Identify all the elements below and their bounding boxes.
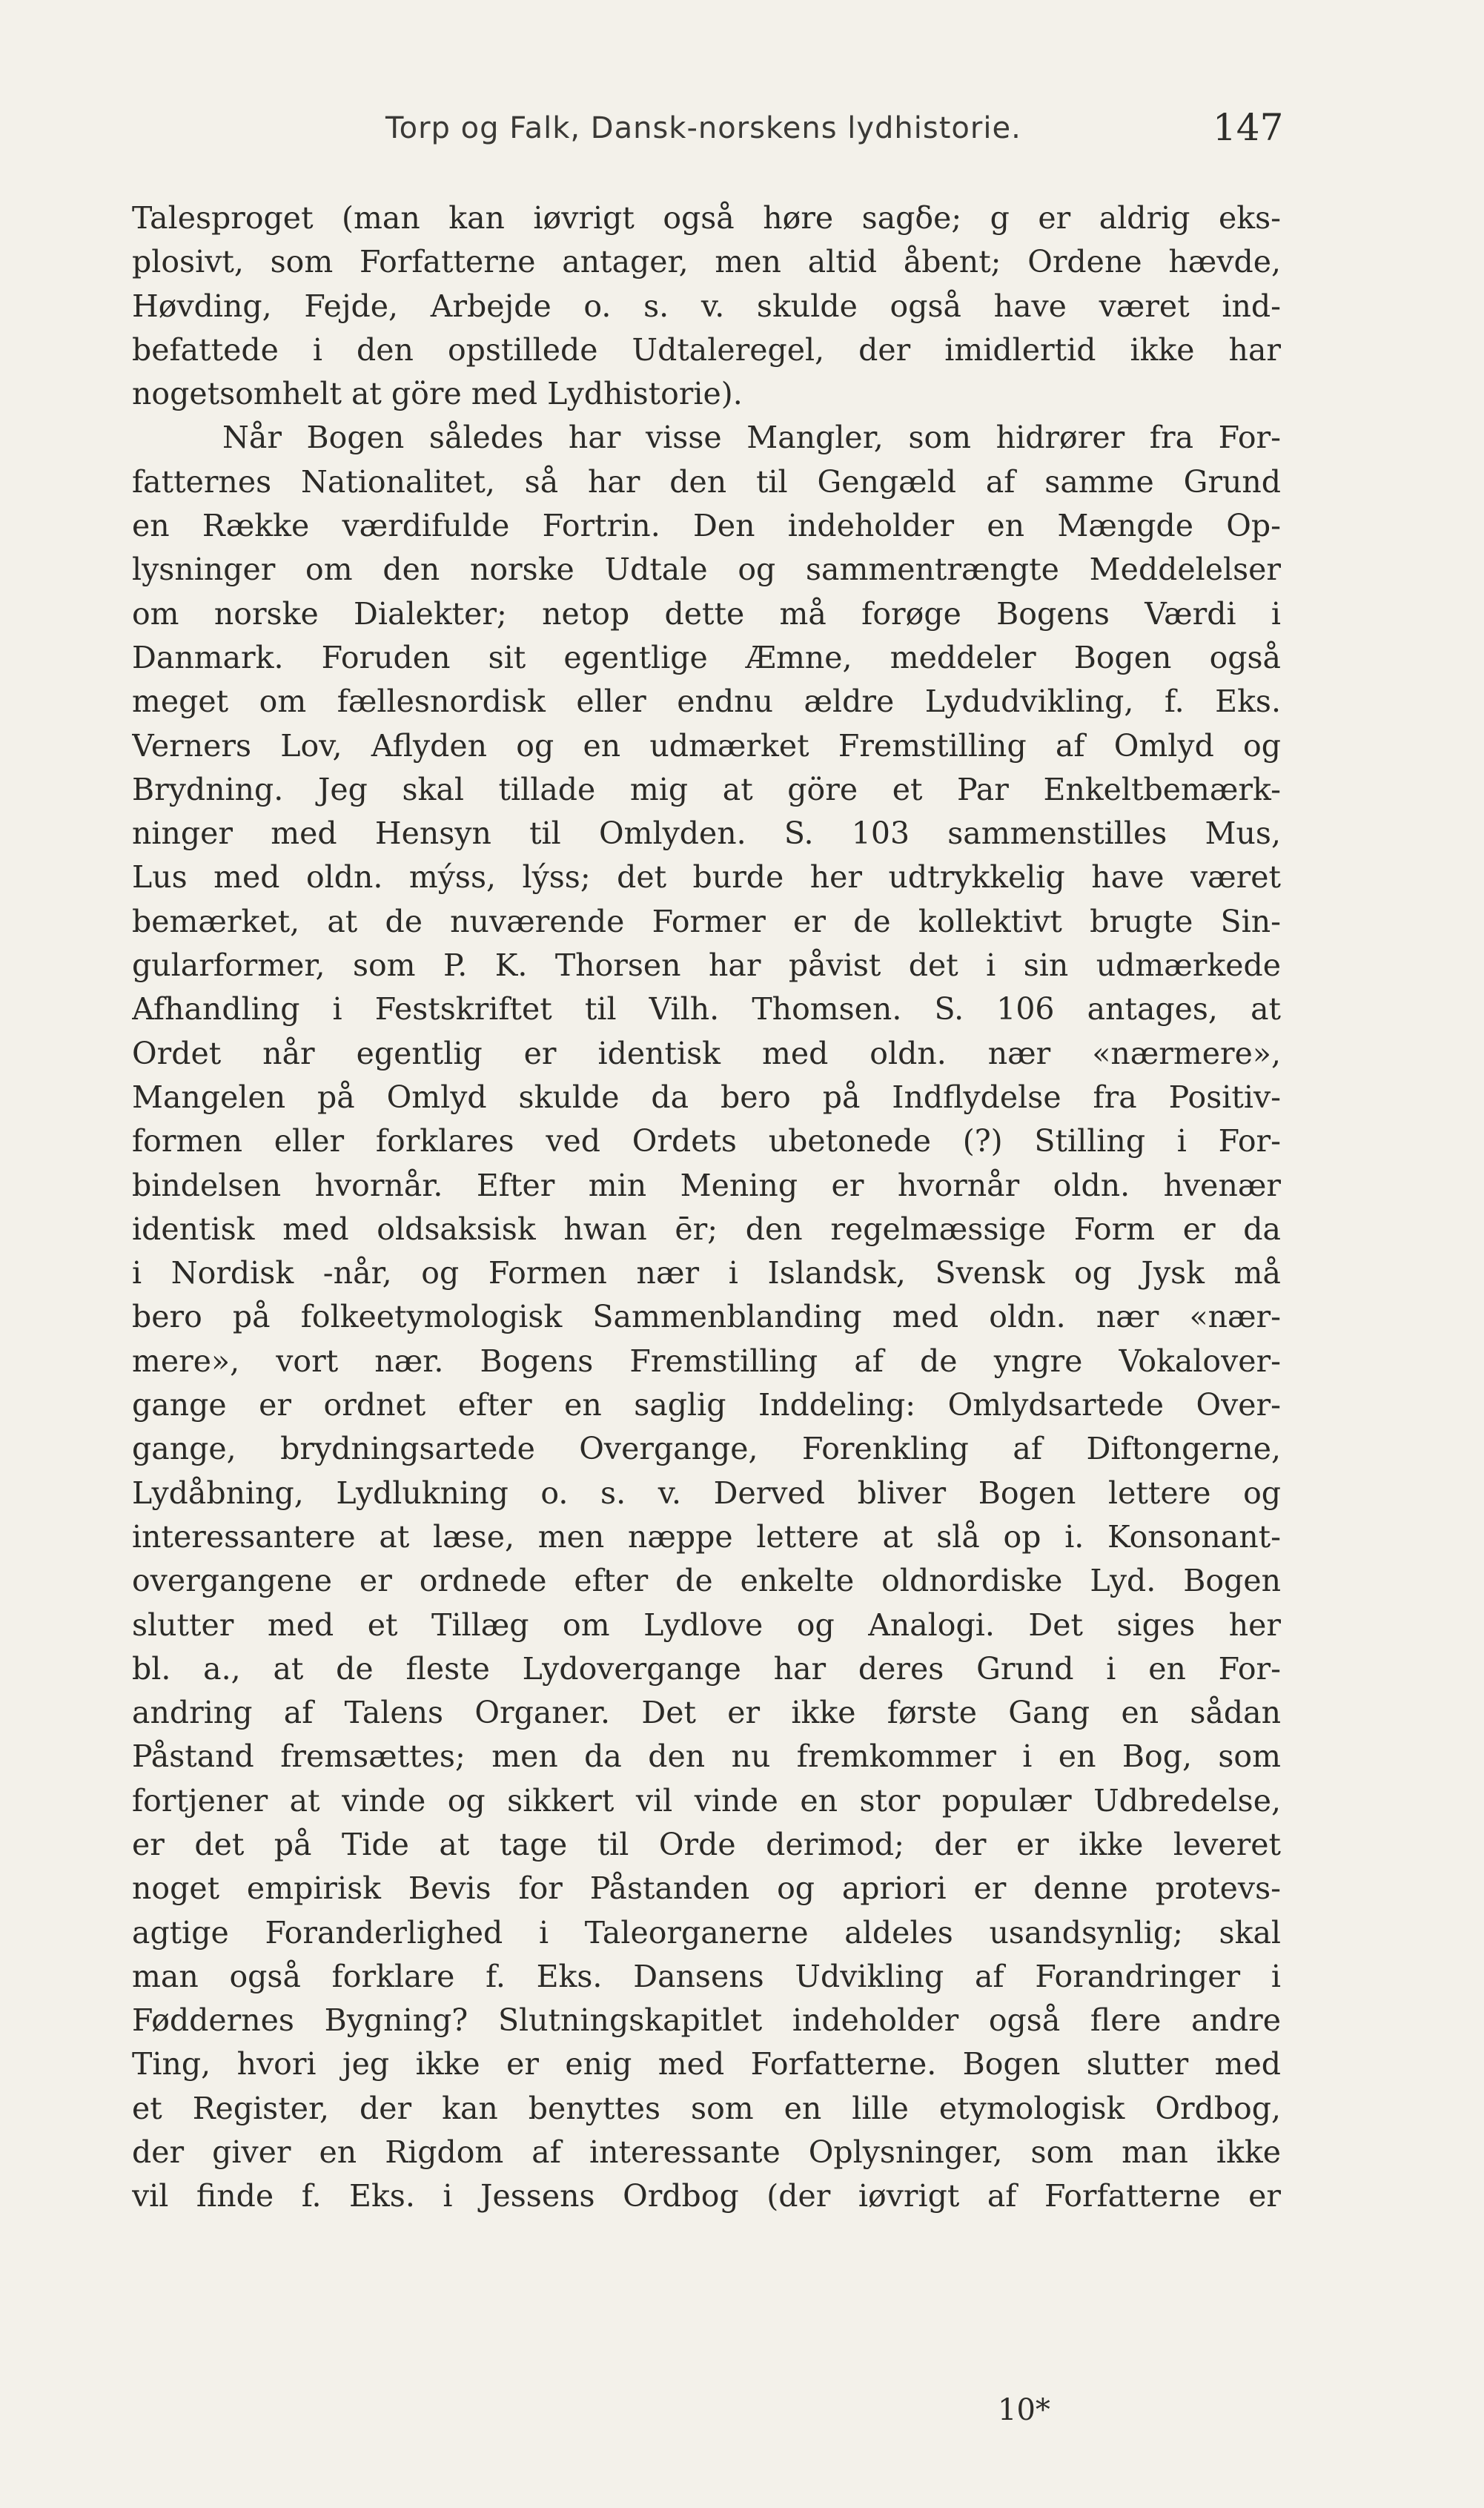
text-line: vil finde f. Eks. i Jessens Ordbog (der iøvrigt af Forfatterne er bbox=[132, 2178, 1281, 2214]
text-line: meget om fællesnordisk eller endnu ældre Lydudvikling, f. Eks. bbox=[132, 684, 1281, 720]
text-line: Høvding, Fejde, Arbejde o. s. v. skulde også have været ind- bbox=[132, 288, 1281, 324]
body-text bbox=[132, 196, 1281, 2219]
text-line: interessantere at læse, men næppe lettere at slå op i. Konsonant- bbox=[132, 1518, 1281, 1555]
text-line: Når Bogen således har visse Mangler, som hidrører fra For- bbox=[222, 420, 1281, 456]
text-line: bindelsen hvornår. Efter min Mening er hvornår oldn. hvenær bbox=[132, 1167, 1281, 1203]
signature-mark: 10* bbox=[998, 2393, 1050, 2427]
text-line: Påstand fremsættes; men da den nu fremkommer i en Bog, som bbox=[132, 1738, 1281, 1775]
text-line: fortjener at vinde og sikkert vil vinde en stor populær Udbredelse, bbox=[132, 1782, 1281, 1819]
text-line: fatternes Nationalitet, så har den til Gengæld af samme Grund bbox=[132, 463, 1281, 500]
text-line: er det på Tide at tage til Orde derimod; der er ikke leveret bbox=[132, 1826, 1281, 1862]
text-line: overgangene er ordnede efter de enkelte oldnordiske Lyd. Bogen bbox=[132, 1563, 1281, 1599]
text-line: mere», vort nær. Bogens Fremstilling af de yngre Vokalover- bbox=[132, 1343, 1281, 1379]
text-line: andring af Talens Organer. Det er ikke første Gang en sådan bbox=[132, 1695, 1281, 1731]
text-line: befattede i den opstillede Udtaleregel, der imidlertid ikke har bbox=[132, 331, 1281, 368]
text-line: der giver en Rigdom af interessante Oplysninger, som man ikke bbox=[132, 2134, 1281, 2171]
text-line: Ting, hvori jeg ikke er enig med Forfatterne. Bogen slutter med bbox=[132, 2046, 1281, 2082]
text-line: lysninger om den norske Udtale og sammentrængte Meddelelser bbox=[132, 552, 1281, 588]
text-line: Ordet når egentlig er identisk med oldn. nær «nærmere», bbox=[132, 1035, 1281, 1071]
text-line: gange er ordnet efter en saglig Inddeling: Omlydsartede Over- bbox=[132, 1387, 1281, 1423]
text-line: et Register, der kan benyttes som en lille etymologisk Ordbog, bbox=[132, 2090, 1281, 2126]
text-line: Verners Lov, Aflyden og en udmærket Fremstilling af Omlyd og bbox=[132, 727, 1281, 764]
text-line: Mangelen på Omlyd skulde da bero på Indflydelse fra Positiv- bbox=[132, 1079, 1281, 1115]
text-line: Lydåbning, Lydlukning o. s. v. Derved bliver Bogen lettere og bbox=[132, 1475, 1281, 1511]
text-line: ninger med Hensyn til Omlyden. S. 103 sammenstilles Mus, bbox=[132, 815, 1281, 852]
text-line: Brydning. Jeg skal tillade mig at göre et Par Enkeltbemærk- bbox=[132, 771, 1281, 807]
text-line: slutter med et Tillæg om Lydlove og Analogi. Det siges her bbox=[132, 1607, 1281, 1643]
text-line: nogetsomhelt at göre med Lydhistorie). bbox=[132, 376, 743, 412]
text-line: Talesproget (man kan iøvrigt også høre sagδe; g er aldrig eks- bbox=[132, 200, 1281, 236]
text-line: Lus med oldn. mýss, lýss; det burde her udtrykkelig have været bbox=[132, 859, 1281, 896]
running-head: Torp og Falk, Dansk-norskens lydhistorie. bbox=[385, 111, 1021, 145]
text-line: formen eller forklares ved Ordets ubetonede (?) Stilling i For- bbox=[132, 1123, 1281, 1159]
text-line: gange, brydningsartede Overgange, Forenkling af Diftongerne, bbox=[132, 1431, 1281, 1467]
text-line: Danmark. Foruden sit egentlige Æmne, meddeler Bogen også bbox=[132, 639, 1281, 675]
text-line: bero på folkeetymologisk Sammenblanding med oldn. nær «nær- bbox=[132, 1299, 1281, 1335]
text-line: bl. a., at de fleste Lydovergange har deres Grund i en For- bbox=[132, 1650, 1281, 1687]
text-line: agtige Foranderlighed i Taleorganerne aldeles usandsynlig; skal bbox=[132, 1914, 1281, 1951]
text-line: om norske Dialekter; netop dette må forøge Bogens Værdi i bbox=[132, 595, 1281, 632]
text-line: gularformer, som P. K. Thorsen har påvist det i sin udmærkede bbox=[132, 947, 1281, 984]
text-line: Føddernes Bygning? Slutningskapitlet indeholder også flere andre bbox=[132, 2002, 1281, 2039]
text-line: noget empirisk Bevis for Påstanden og apriori er denne protevs- bbox=[132, 1870, 1281, 1907]
text-line: plosivt, som Forfatterne antager, men altid åbent; Ordene hævde, bbox=[132, 244, 1281, 280]
text-line: i Nordisk -når, og Formen nær i Islandsk, Svensk og Jysk må bbox=[132, 1255, 1281, 1291]
text-line: en Række værdifulde Fortrin. Den indeholder en Mængde Op- bbox=[132, 508, 1281, 544]
text-line: bemærket, at de nuværende Former er de kollektivt brugte Sin- bbox=[132, 903, 1281, 939]
text-line: Afhandling i Festskriftet til Vilh. Thomsen. S. 106 antages, at bbox=[132, 991, 1281, 1028]
page-number: 147 bbox=[1213, 106, 1284, 149]
text-line: man også forklare f. Eks. Dansens Udvikling af Forandringer i bbox=[132, 1958, 1281, 1994]
text-line: identisk med oldsaksisk hwan ēr; den regelmæssige Form er da bbox=[132, 1211, 1281, 1247]
